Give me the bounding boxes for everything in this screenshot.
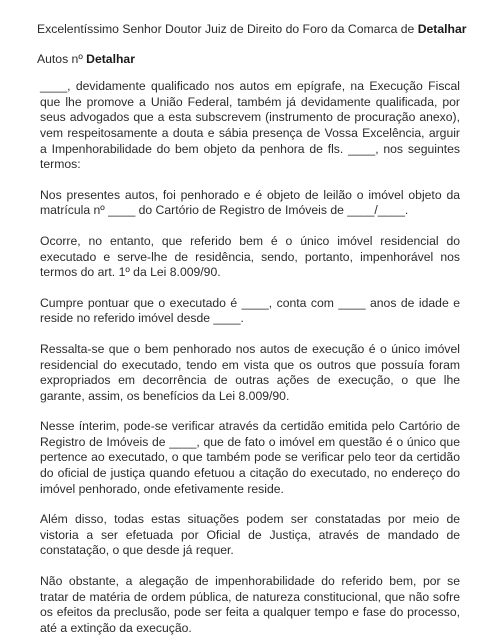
paragraph-public-order: Não obstante, a alegação de impenhorabilidade do referido bem, por se tratar de matéria de ordem pública, de natureza constitucional, que não sofre os efeitos da preclusão, pode ser feita a qualquer tempo e fase do processo, até a extinção da execução.	[40, 574, 460, 635]
paragraph-certificate: Nesse ínterim, pode-se verificar através da certidão emitida pelo Cartório de Registro de Imóveis de ____, que de fato o imóvel em questão é o único que pertence ao executado, o que também pode se verificar pelo teor da certidão do oficial de justiça quando efetuou a citação do executado, no endereço do imóvel penhorado, onde efetivamente reside.	[40, 419, 460, 496]
paragraph-seizure: Nos presentes autos, foi penhorado e é objeto de leilão o imóvel objeto da matrícula nº ____ do Cartório de Registro de Imóveis de ____/____.	[40, 187, 460, 218]
paragraph-inspection: Além disso, todas estas situações podem ser constatadas por meio de vistoria a ser efetuada por Oficial de Justiça, através de mandado de constatação, o que desde já requer.	[40, 512, 460, 558]
heading-text: Excelentíssimo Senhor Doutor Juiz de Direito do Foro da Comarca de	[37, 22, 418, 36]
paragraph-sole-property: Ressalta-se que o bem penhorado nos autos de execução é o único imóvel residencial do executado, tendo em vista que os outros que possuía foram expropriados em decorrência de outras ações de execução, o que lhe garante, assim, os benefícios da Lei 8.009/90.	[40, 341, 460, 403]
paragraph-executed-details: Cumpre pontuar que o executado é ____, conta com ____ anos de idade e reside no referido imóvel desde ____.	[40, 295, 460, 326]
heading-court-placeholder: Detalhar	[417, 22, 467, 36]
paragraph-introduction: ____, devidamente qualificado nos autos em epígrafe, na Execução Fiscal que lhe promove a União Federal, também já devidamente qualificada, por seus advogados que a esta subscrevem (instrumento de procuração anexo), vem respeitosamente a douta e sábia presença de Vossa Excelência, arguir a Impenhorabilidade do bem objeto da penhora de fls. ____, nos seguintes termos:	[40, 79, 460, 172]
case-number-placeholder: Detalhar	[86, 51, 135, 66]
case-number-line	[37, 52, 460, 68]
paragraph-only-residence: Ocorre, no entanto, que referido bem é o único imóvel residencial do executado e serve-lhe de residência, sendo, portanto, impenhorável nos termos do art. 1º da Lei 8.009/90.	[40, 233, 460, 280]
document-heading	[37, 22, 467, 38]
case-number-label: Autos nº	[37, 51, 87, 66]
